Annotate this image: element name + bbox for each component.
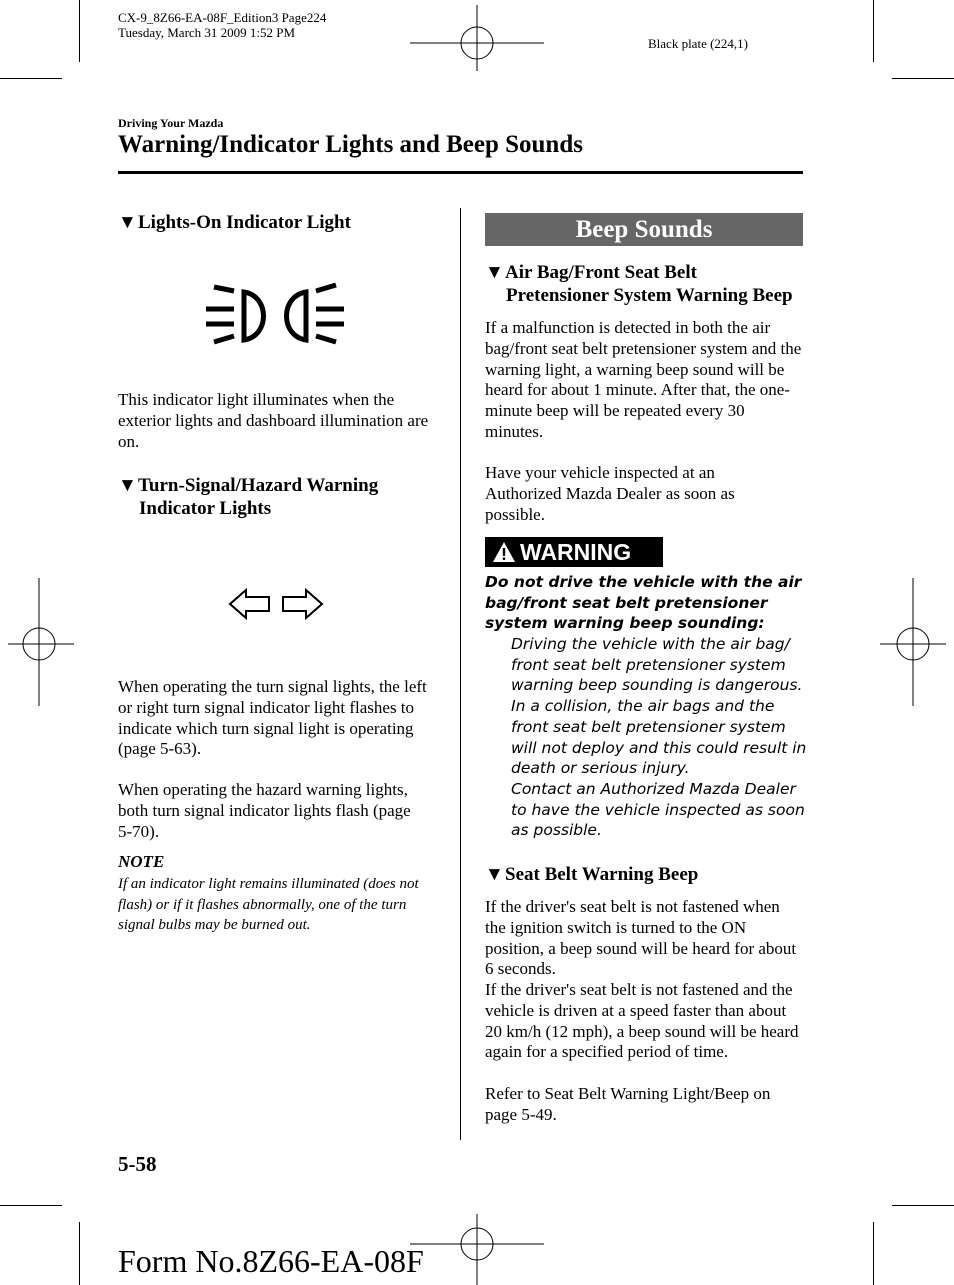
warning-triangle-icon	[492, 541, 516, 563]
registration-mark-bottom	[410, 1214, 544, 1285]
turn-signal-arrows-icon	[228, 588, 324, 620]
warning-bold-text: Do not drive the vehicle with the air bag/front seat belt pretensioner system warning beep sounding:	[485, 573, 802, 633]
turn-signal-para1: When operating the turn signal lights, the left or right turn signal indicator light flashes to indicate which turn signal light is operating (page 5-63).	[118, 677, 427, 759]
column-divider	[460, 208, 461, 1140]
seat-belt-para2: If the driver's seat belt is not fastened and the vehicle is driven at a speed faster than about 20 km/h (12 mph), a beep sound will be heard again for a specified period of time.	[485, 980, 799, 1062]
headlight-indicator-icon	[200, 280, 350, 348]
registration-mark-right	[880, 578, 946, 706]
page-number: 5-58	[118, 1152, 157, 1176]
note-text: If an indicator light remains illuminated (does not flash) or if it flashes abnormally, one of the turn signal bulbs may be burned out.	[118, 876, 419, 933]
title-rule	[118, 171, 803, 174]
lights-on-text: This indicator light illuminates when the exterior lights and dashboard illumination are on.	[118, 390, 429, 451]
heading-airbag-line2: Pretensioner System Warning Beep	[506, 285, 793, 306]
heading-airbag-line1: Air Bag/Front Seat Belt	[505, 262, 697, 283]
triangle-bullet-icon: ▼	[485, 864, 504, 885]
heading-seat-belt-text: Seat Belt Warning Beep	[505, 864, 699, 885]
beep-sounds-banner: Beep Sounds	[485, 213, 803, 246]
warning-text2: Contact an Authorized Mazda Dealer to have the vehicle inspected as soon as possible.	[511, 780, 805, 840]
note-heading: NOTE	[118, 852, 165, 871]
heading-turn-signal	[118, 474, 448, 520]
seat-belt-para3: Refer to Seat Belt Warning Light/Beep on page 5-49.	[485, 1084, 771, 1124]
heading-airbag-beep	[485, 261, 805, 307]
warning-text1: Driving the vehicle with the air bag/ front seat belt pretensioner system warning beep sounding is dangerous. In a collision, the air bags and the front seat belt pretensioner system will not deploy and this could result in death or serious injury.	[511, 635, 807, 778]
plate-info: Black plate (224,1)	[648, 36, 748, 51]
triangle-bullet-icon: ▼	[118, 212, 137, 233]
file-info	[118, 10, 326, 40]
section-label: Driving Your Mazda	[118, 116, 224, 130]
registration-mark-left	[8, 578, 74, 706]
heading-seat-belt-beep	[485, 863, 805, 886]
triangle-bullet-icon: ▼	[485, 262, 504, 283]
triangle-bullet-icon: ▼	[118, 475, 137, 496]
file-info-line2: Tuesday, March 31 2009 1:52 PM	[118, 25, 296, 40]
warning-badge	[485, 537, 663, 567]
seat-belt-para1: If the driver's seat belt is not fastened when the ignition switch is turned to the ON position, a beep sound will be heard for about 6 seconds.	[485, 897, 797, 979]
warning-label: WARNING	[520, 539, 632, 565]
registration-mark-top	[410, 5, 544, 71]
airbag-para2: Have your vehicle inspected at an Authorized Mazda Dealer as soon as possible.	[485, 463, 735, 524]
heading-turn-signal-line1: Turn-Signal/Hazard Warning	[138, 475, 379, 496]
page-title: Warning/Indicator Lights and Beep Sounds	[118, 131, 583, 158]
file-info-line1: CX-9_8Z66-EA-08F_Edition3 Page224	[118, 10, 327, 25]
heading-lights-on-text: Lights-On Indicator Light	[138, 212, 351, 233]
airbag-para1: If a malfunction is detected in both the air bag/front seat belt pretensioner system and the warning light, a warning beep sound will be heard for about 1 minute. After that, the one-minute beep will be repeated every 30 minutes.	[485, 318, 802, 441]
form-number: Form No.8Z66-EA-08F	[118, 1243, 424, 1279]
turn-signal-para2: When operating the hazard warning lights, both turn signal indicator lights flash (page 5-70).	[118, 780, 411, 841]
heading-lights-on	[118, 211, 448, 234]
heading-turn-signal-line2: Indicator Lights	[139, 498, 272, 519]
